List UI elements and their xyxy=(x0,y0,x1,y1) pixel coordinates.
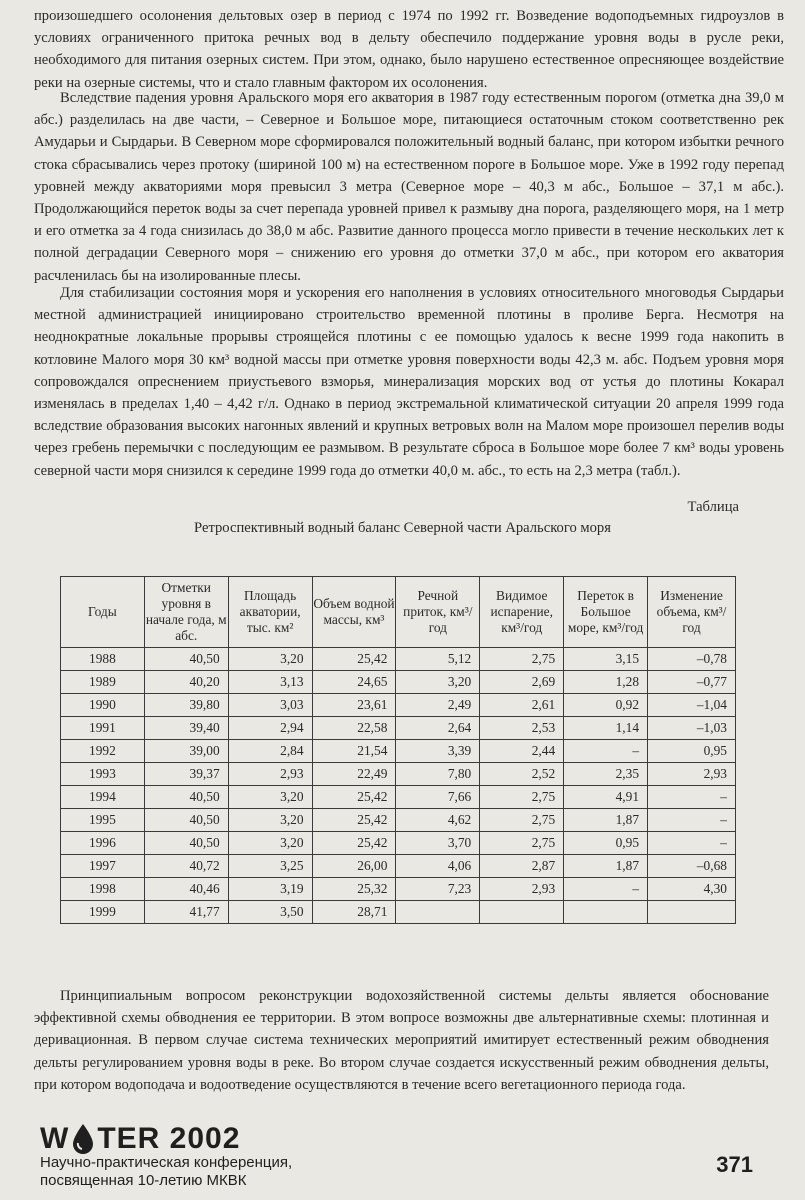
table-cell: 40,20 xyxy=(144,671,228,694)
paragraph-1: произошедшего осолонения дельтовых озер в период с 1974 по 1992 гг. Возведение водоподъемных гидроузлов в условиях ограниченного притока речных вод в дельту обеспечило поддержание уровня воды в русле реки, необходимого для питания озерных систем. При этом, однако, было нарушено естественное опресняющее воздействие реки на озерные системы, что и стало главным фактором их осолонения. xyxy=(34,8,784,91)
table-cell: –1,03 xyxy=(648,717,736,740)
table-cell: 25,42 xyxy=(312,809,396,832)
table-cell: 7,66 xyxy=(396,786,480,809)
water-balance-table xyxy=(60,576,736,924)
column-header: Отметки уровня в начале года, м абс. xyxy=(144,577,228,648)
table-row xyxy=(61,694,736,717)
table-cell: 39,37 xyxy=(144,763,228,786)
table-cell: 1995 xyxy=(61,809,145,832)
table-cell: 3,20 xyxy=(228,648,312,671)
table-cell: 1990 xyxy=(61,694,145,717)
table-cell: 2,75 xyxy=(480,648,564,671)
table-row xyxy=(61,740,736,763)
water-2002-logo xyxy=(40,1122,240,1156)
table-cell: – xyxy=(564,878,648,901)
table-cell: 1988 xyxy=(61,648,145,671)
table-cell: 2,44 xyxy=(480,740,564,763)
column-header: Видимое испарение, км³/год xyxy=(480,577,564,648)
table-body xyxy=(61,648,736,924)
table-cell: 1997 xyxy=(61,855,145,878)
table-cell: 40,72 xyxy=(144,855,228,878)
table-cell: 1,28 xyxy=(564,671,648,694)
table-cell: 3,19 xyxy=(228,878,312,901)
logo-text: TER 2002 xyxy=(97,1122,241,1155)
table-cell: –0,77 xyxy=(648,671,736,694)
table-cell: 40,50 xyxy=(144,786,228,809)
table-cell: 23,61 xyxy=(312,694,396,717)
table-cell: 2,94 xyxy=(228,717,312,740)
table-cell: 7,80 xyxy=(396,763,480,786)
table-cell: 28,71 xyxy=(312,901,396,924)
table-cell: 7,23 xyxy=(396,878,480,901)
table-cell: 1999 xyxy=(61,901,145,924)
column-header: Переток в Большое море, км³/год xyxy=(564,577,648,648)
column-header: Объем водной массы, км³ xyxy=(312,577,396,648)
table-row xyxy=(61,901,736,924)
table-cell: 3,50 xyxy=(228,901,312,924)
table-row xyxy=(61,809,736,832)
table-cell: 3,20 xyxy=(228,832,312,855)
table-cell: 2,35 xyxy=(564,763,648,786)
table-cell: 4,91 xyxy=(564,786,648,809)
conference-title: Научно-практическая конференция, xyxy=(40,1154,293,1171)
table-label: Таблица xyxy=(687,499,739,515)
table-cell: 2,64 xyxy=(396,717,480,740)
table-cell: 1,14 xyxy=(564,717,648,740)
table-cell: 3,20 xyxy=(228,809,312,832)
table-cell: – xyxy=(648,786,736,809)
table-cell: – xyxy=(564,740,648,763)
table-row xyxy=(61,832,736,855)
table-cell: 3,20 xyxy=(228,786,312,809)
table-cell: 1994 xyxy=(61,786,145,809)
table-cell: 39,80 xyxy=(144,694,228,717)
table-cell xyxy=(564,901,648,924)
table-cell xyxy=(648,901,736,924)
table-cell: 1998 xyxy=(61,878,145,901)
table-cell: 4,30 xyxy=(648,878,736,901)
table-cell: 25,32 xyxy=(312,878,396,901)
table-cell: 1993 xyxy=(61,763,145,786)
table-cell: 25,42 xyxy=(312,648,396,671)
table-cell: 2,87 xyxy=(480,855,564,878)
table-row xyxy=(61,763,736,786)
table-row xyxy=(61,671,736,694)
table-row xyxy=(61,878,736,901)
table-cell: 24,65 xyxy=(312,671,396,694)
table-cell: 1991 xyxy=(61,717,145,740)
table-cell: 1,87 xyxy=(564,809,648,832)
table-cell: 2,61 xyxy=(480,694,564,717)
table-cell: 1,87 xyxy=(564,855,648,878)
table-cell: 40,50 xyxy=(144,832,228,855)
table-cell: 0,95 xyxy=(564,832,648,855)
table-cell: – xyxy=(648,809,736,832)
table-cell: –0,68 xyxy=(648,855,736,878)
table-cell: 3,25 xyxy=(228,855,312,878)
table-cell: 3,03 xyxy=(228,694,312,717)
table-cell: 2,84 xyxy=(228,740,312,763)
conference-subtitle: посвященная 10-летию МКВК xyxy=(40,1172,247,1189)
table-cell: 1996 xyxy=(61,832,145,855)
table-cell: 22,58 xyxy=(312,717,396,740)
table-title: Ретроспективный водный баланс Северной части Аральского моря xyxy=(194,520,611,536)
table-cell: 25,42 xyxy=(312,786,396,809)
table-cell: 0,92 xyxy=(564,694,648,717)
table-cell: 22,49 xyxy=(312,763,396,786)
table-row xyxy=(61,786,736,809)
table-row xyxy=(61,855,736,878)
table-cell: 2,75 xyxy=(480,832,564,855)
table-cell: 26,00 xyxy=(312,855,396,878)
table-cell xyxy=(396,901,480,924)
table-cell: 0,95 xyxy=(648,740,736,763)
table-cell: 40,46 xyxy=(144,878,228,901)
table-cell xyxy=(480,901,564,924)
paragraph-3: Для стабилизации состояния моря и ускорения его наполнения в условиях относительного многоводья Сырдарьи местной администрацией инициировано строительство временной плотины в проливе Берга. Несмотря на неоднократные локальные прорывы строящейся плотины с ее помощью удалось к весне 1999 года накопить в котловине Малого моря 30 км³ водной массы при отметке уровня поверхности воды 42,3 м. абс. Подъем уровня моря сопровождался опреснением приустьевого взморья, минерализация морских вод от устья до плотины Кокарал изменялась в пределах 1,40 – 4,42 г/л. Однако в период экстремальной климатической ситуации 20 апреля 1999 года вследствие образования высоких нагонных явлений и крупных ветровых волн на Малом море произошел перелив воды через гребень перемычки с последующим ее размывом. В результате сброса в Большое море более 7 км³ воды уровень северной части моря снизился к середине 1999 года до отметки 40,0 м. абс., то есть на 2,3 метра (табл.). xyxy=(34,285,784,479)
table-cell: 2,49 xyxy=(396,694,480,717)
paragraph-2: Вследствие падения уровня Аральского моря его акватория в 1987 году естественным порогом (отметка дна 39,0 м абс.) разделилась на две части, – Северное и Большое море, питающиеся остаточным стоком соответственно рек Амударьи и Сырдарьи. В Северном море сформировался положительный водный баланс, при котором избытки речного стока сбрасывались через протоку (шириной 100 м) на естественном пороге в Большое море. Уже в 1992 году перепад уровней между акваториями моря превысил 3 метра (Северное море – 40,3 м абс., Большое – 37,1 м абс.). Продолжающийся переток воды за счет перепада уровней привел к размыву дна порога, разделяющего моря, на 1 метр и его отметка за 4 года снизилась до 38,0 м абс. Развитие данного процесса могло привести в течение нескольких лет к полной деградации Северного моря – снижению его уровня до отметки 37,0 м абс., при котором его акватория расчленилась бы на изолированные плесы. xyxy=(34,90,784,284)
table-cell: – xyxy=(648,832,736,855)
paragraph-4: Принципиальным вопросом реконструкции водохозяйственной системы дельты является обоснование эффективной схемы обводнения ее территории. В этом вопросе возможны две альтернативные схемы: плотинная и деривационная. В первом случае система технических мероприятий имитирует естественный режим обводнения дельты регулированием уровня воды в реке. Во втором случае создается искусственный режим обводнения дельты, при котором водоподача и водоотведение осуществляются в течение всего вегетационного периода года. xyxy=(34,988,769,1093)
table-cell: 4,62 xyxy=(396,809,480,832)
column-header: Изменение объема, км³/год xyxy=(648,577,736,648)
table-cell: 2,75 xyxy=(480,786,564,809)
table-cell: 21,54 xyxy=(312,740,396,763)
table-cell: 39,00 xyxy=(144,740,228,763)
table-cell: –0,78 xyxy=(648,648,736,671)
table-cell: 39,40 xyxy=(144,717,228,740)
table-cell: 3,20 xyxy=(396,671,480,694)
table-header-row xyxy=(61,577,736,648)
table-row xyxy=(61,648,736,671)
table-cell: 3,15 xyxy=(564,648,648,671)
table-header xyxy=(61,577,736,648)
table-cell: 2,93 xyxy=(228,763,312,786)
table-cell: 40,50 xyxy=(144,809,228,832)
table-cell: 2,93 xyxy=(480,878,564,901)
table-cell: 2,93 xyxy=(648,763,736,786)
table-cell: 3,13 xyxy=(228,671,312,694)
table-cell: 3,70 xyxy=(396,832,480,855)
column-header: Речной приток, км³/год xyxy=(396,577,480,648)
table-cell: 2,52 xyxy=(480,763,564,786)
table-cell: 2,69 xyxy=(480,671,564,694)
page-number: 371 xyxy=(716,1152,753,1177)
table-cell: –1,04 xyxy=(648,694,736,717)
table-cell: 1992 xyxy=(61,740,145,763)
table-row xyxy=(61,717,736,740)
table-cell: 5,12 xyxy=(396,648,480,671)
logo-letter-w: W xyxy=(40,1122,70,1155)
table-cell: 41,77 xyxy=(144,901,228,924)
table-cell: 3,39 xyxy=(396,740,480,763)
table-cell: 25,42 xyxy=(312,832,396,855)
table-cell: 2,53 xyxy=(480,717,564,740)
table-cell: 2,75 xyxy=(480,809,564,832)
table-cell: 40,50 xyxy=(144,648,228,671)
water-drop-icon xyxy=(70,1123,96,1155)
table-cell: 1989 xyxy=(61,671,145,694)
column-header: Площадь акватории, тыс. км² xyxy=(228,577,312,648)
column-header: Годы xyxy=(61,577,145,648)
table-cell: 4,06 xyxy=(396,855,480,878)
